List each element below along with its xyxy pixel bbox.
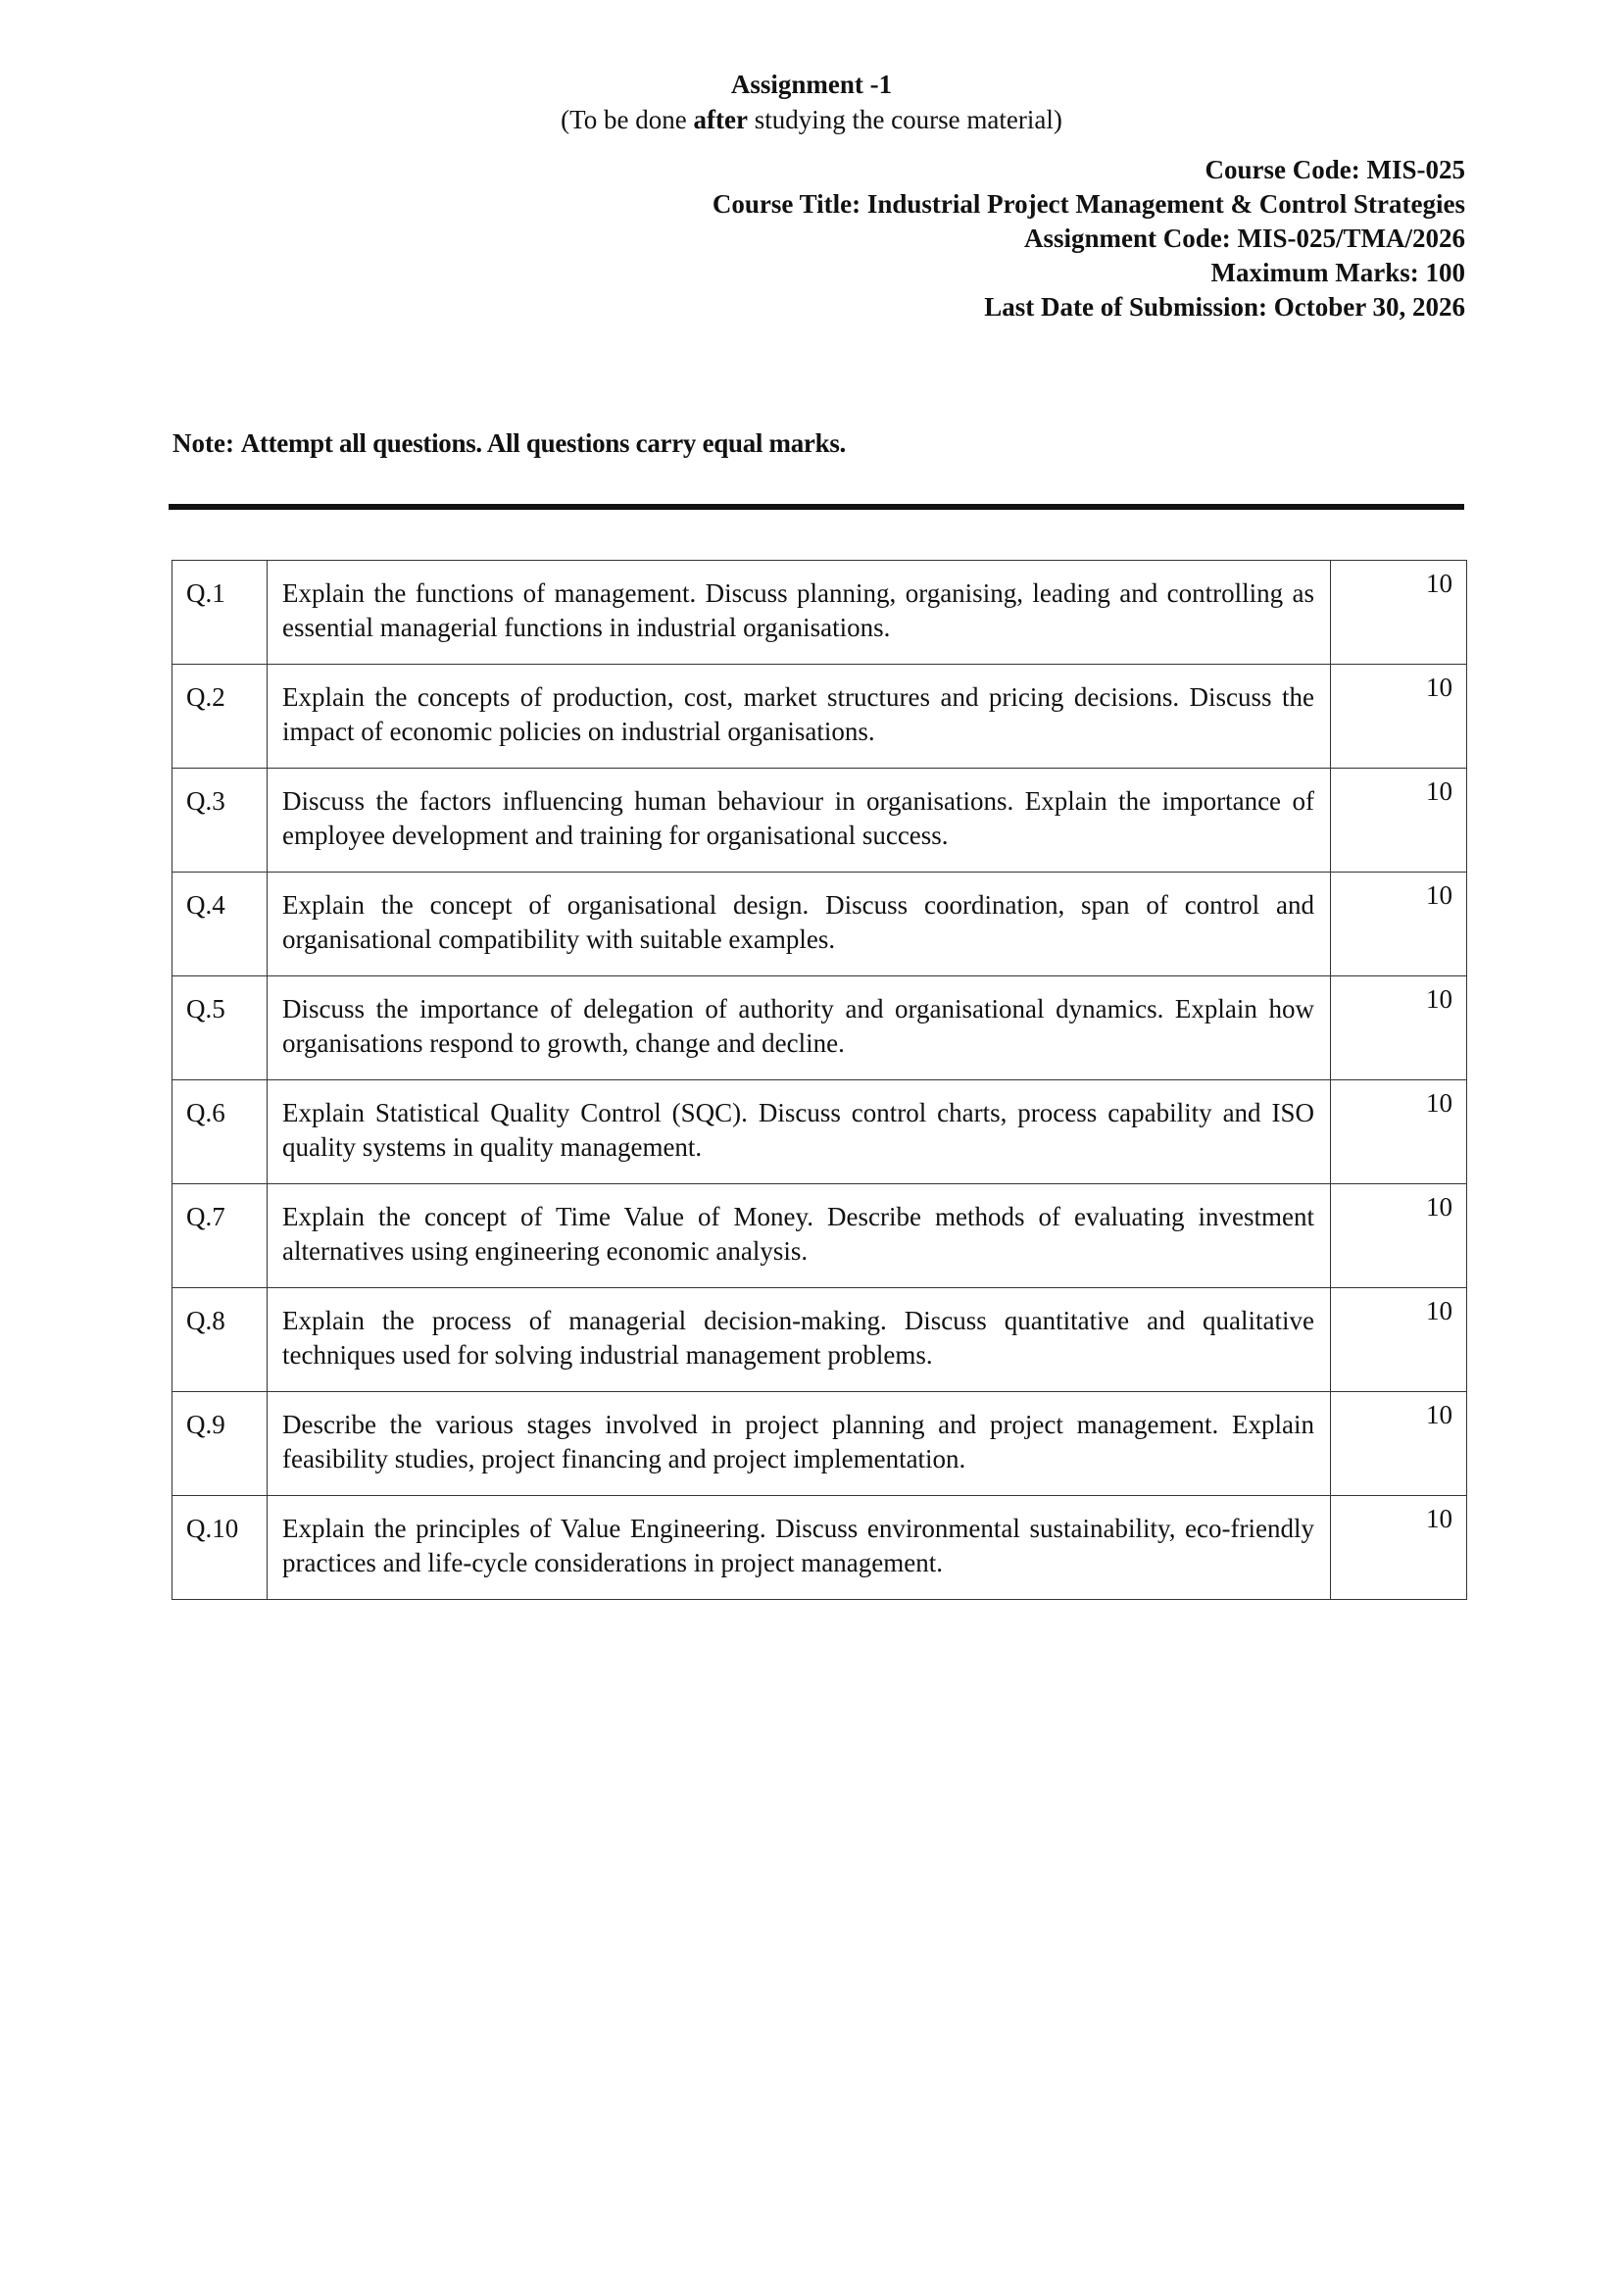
questions-table (172, 560, 1467, 1600)
question-row (172, 873, 1467, 976)
course-code: Course Code: MIS-025 (1205, 155, 1465, 184)
question-number: Q.1 (172, 561, 268, 665)
question-row (172, 1392, 1467, 1496)
assignment-code: Assignment Code: MIS-025/TMA/2026 (1024, 224, 1465, 253)
question-row (172, 1080, 1467, 1184)
question-row (172, 561, 1467, 665)
question-row (172, 976, 1467, 1080)
question-text: Explain the concept of Time Value of Money. Describe methods of evaluating investment alternatives using engineering economic analysis. (268, 1184, 1331, 1288)
question-marks: 10 (1331, 769, 1467, 873)
note-label: Note: (172, 428, 234, 458)
question-marks: 10 (1331, 1184, 1467, 1288)
question-number: Q.4 (172, 873, 268, 976)
question-number: Q.10 (172, 1496, 268, 1600)
question-marks: 10 (1331, 976, 1467, 1080)
question-number: Q.6 (172, 1080, 268, 1184)
subtitle-prefix: (To be done (561, 105, 694, 134)
question-row (172, 1496, 1467, 1600)
question-text: Explain the concepts of production, cost, market structures and pricing decisions. Discuss the impact of economic policies on industrial organisations. (268, 665, 1331, 769)
questions-table-body (172, 561, 1467, 1600)
question-marks: 10 (1331, 1392, 1467, 1496)
question-row (172, 769, 1467, 873)
note-text: Attempt all questions. All questions carry equal marks. (240, 428, 846, 458)
question-text: Explain the concept of organisational design. Discuss coordination, span of control and organisational compatibility with suitable examples. (268, 873, 1331, 976)
question-text: Describe the various stages involved in project planning and project management. Explain feasibility studies, project financing and project implementation. (268, 1392, 1331, 1496)
question-text: Explain the principles of Value Engineering. Discuss environmental sustainability, eco-friendly practices and life-cycle considerations in project management. (268, 1496, 1331, 1600)
subtitle-emphasis: after (693, 105, 748, 134)
question-row (172, 1288, 1467, 1392)
assignment-subtitle (0, 102, 1623, 137)
question-text: Explain the functions of management. Discuss planning, organising, leading and controlling as essential managerial functions in industrial organisations. (268, 561, 1331, 665)
course-meta (713, 153, 1465, 324)
question-marks: 10 (1331, 665, 1467, 769)
question-number: Q.3 (172, 769, 268, 873)
question-marks: 10 (1331, 1288, 1467, 1392)
horizontal-divider (169, 504, 1464, 510)
last-date-of-submission: Last Date of Submission: October 30, 2026 (984, 292, 1465, 322)
question-text: Discuss the factors influencing human behaviour in organisations. Explain the importance of employee development and training for organisational success. (268, 769, 1331, 873)
question-text: Explain Statistical Quality Control (SQC). Discuss control charts, process capability and ISO quality systems in quality management. (268, 1080, 1331, 1184)
question-marks: 10 (1331, 1080, 1467, 1184)
question-marks: 10 (1331, 873, 1467, 976)
course-title: Course Title: Industrial Project Management & Control Strategies (712, 189, 1465, 219)
question-number: Q.7 (172, 1184, 268, 1288)
question-marks: 10 (1331, 561, 1467, 665)
question-text: Explain the process of managerial decision-making. Discuss quantitative and qualitative techniques used for solving industrial management problems. (268, 1288, 1331, 1392)
question-text: Discuss the importance of delegation of authority and organisational dynamics. Explain how organisations respond to growth, change and decline. (268, 976, 1331, 1080)
question-marks: 10 (1331, 1496, 1467, 1600)
subtitle-suffix: studying the course material) (747, 105, 1062, 134)
question-number: Q.8 (172, 1288, 268, 1392)
maximum-marks: Maximum Marks: 100 (1210, 258, 1465, 287)
question-number: Q.9 (172, 1392, 268, 1496)
instructions-note (172, 425, 846, 461)
question-row (172, 1184, 1467, 1288)
question-row (172, 665, 1467, 769)
assignment-title: Assignment -1 (730, 70, 893, 99)
question-number: Q.5 (172, 976, 268, 1080)
question-number: Q.2 (172, 665, 268, 769)
